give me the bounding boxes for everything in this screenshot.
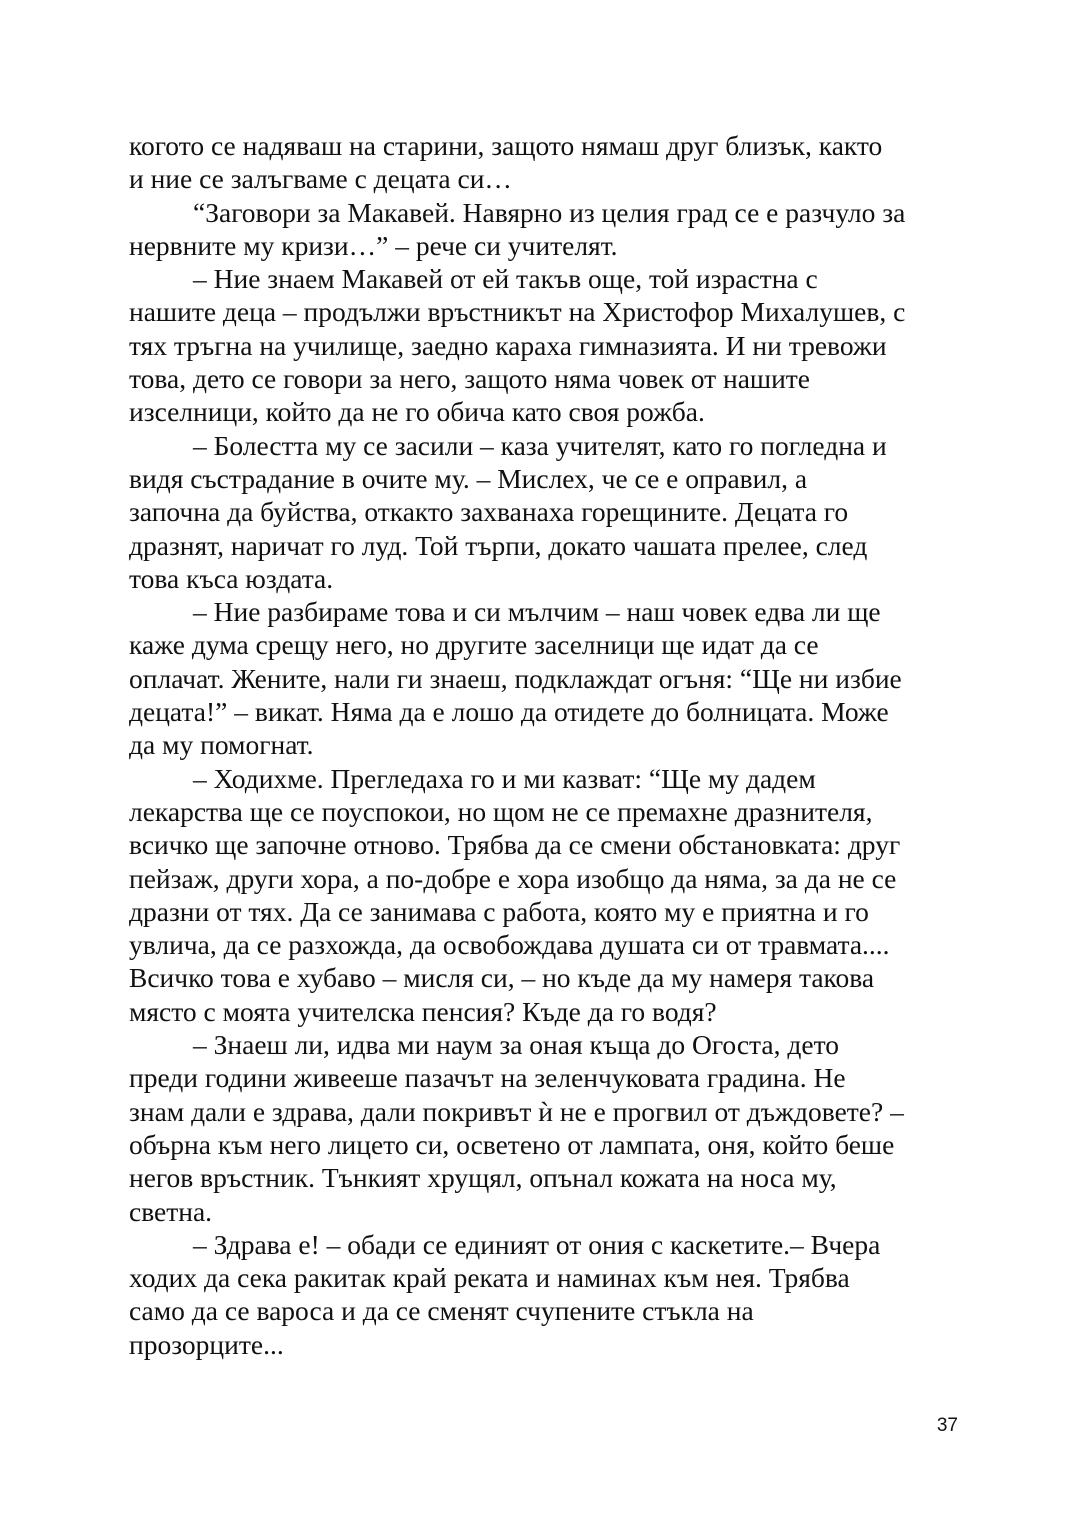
- text-line: – Знаеш ли, идва ми наум за оная къща до Огоста, дето: [193, 1029, 839, 1061]
- text-line: “Заговори за Макавей. Навярно из целия град се е разчуло за: [193, 196, 906, 228]
- text-line: – Ние знаем Макавей от ей такъв още, той израстна с: [193, 263, 818, 295]
- text-line: – Ние разбираме това и си мълчим – наш човек едва ли ще: [193, 596, 881, 628]
- text-line: дразни от тях. Да се занимава с работа, която му е приятна и го: [129, 895, 869, 927]
- text-line: нервните му кризи…” – рече си учителят.: [129, 229, 618, 261]
- text-line: – Болестта му се засили – каза учителят, като го погледна и: [193, 429, 887, 461]
- text-line: ходих да сека ракитак край реката и наминах към нея. Трябва: [129, 1262, 850, 1294]
- text-line: това, дето се говори за него, защото няма човек от нашите: [129, 363, 811, 395]
- text-line: оплачат. Жените, нали ги знаеш, подклаждат огъня: “Ще ни избие: [129, 662, 902, 694]
- text-line: обърна към него лицето си, осветено от лампата, оня, който беше: [129, 1128, 895, 1160]
- text-line: Всичко това е хубаво – мисля си, – но къде да му намеря такова: [129, 962, 875, 994]
- text-line: – Ходихме. Прегледаха го и ми казват: “Ще му дадем: [193, 762, 816, 794]
- text-line: знам дали е здрава, дали покривът ѝ не е прогвил от дъждовете? –: [129, 1095, 904, 1127]
- text-line: увлича, да се разхожда, да освобождава душата си от травмата....: [129, 929, 890, 961]
- text-line: нашите деца – продължи връстникът на Христофор Михалушев, с: [129, 296, 906, 328]
- text-line: каже дума срещу него, но другите заселници ще идат да се: [129, 629, 819, 661]
- text-line: видя състрадание в очите му. – Мислех, че се е оправил, а: [129, 462, 808, 494]
- text-line: дразнят, наричат го луд. Той търпи, докато чашата прелее, след: [129, 529, 868, 561]
- text-line: преди години живееше пазачът на зеленчуковата градина. Не: [129, 1062, 846, 1094]
- text-line: пейзаж, други хора, а по-добре е хора изобщо да няма, за да не се: [129, 862, 897, 894]
- text-line: лекарства ще се поуспокои, но щом не се премахне дразнителя,: [129, 795, 873, 827]
- text-line: – Здрава е! – обади се единият от ония с каскетите.– Вчера: [193, 1228, 881, 1260]
- text-line: негов връстник. Тънкият хрущял, опънал кожата на носа му,: [129, 1162, 837, 1194]
- text-line: само да се вароса и да се сменят счупените стъкла на: [129, 1295, 754, 1327]
- text-line: място с моята учителска пенсия? Къде да го водя?: [129, 995, 717, 1027]
- text-line: прозорците...: [129, 1328, 284, 1360]
- text-line: започна да буйства, откакто захванаха горещините. Децата го: [129, 496, 849, 528]
- text-line: светна.: [129, 1195, 213, 1227]
- text-line: това къса юздата.: [129, 562, 334, 594]
- text-line: да му помогнат.: [129, 729, 314, 761]
- text-line: изселници, който да не го обича като своя рожба.: [129, 396, 705, 428]
- text-line: когото се надяваш на старини, защото нямаш друг близък, както: [129, 130, 883, 161]
- body-text: [129, 129, 959, 1361]
- text-line: тях тръгна на училище, заедно караха гимназията. И ни тревожи: [129, 329, 887, 361]
- page-number: 37: [936, 1415, 958, 1436]
- text-line: и ние се залъгваме с децата си…: [129, 163, 512, 195]
- text-line: всичко ще започне отново. Трябва да се смени обстановката: друг: [129, 829, 901, 861]
- text-line: децата!” – викат. Няма да е лошо да отидете до болницата. Може: [129, 696, 889, 728]
